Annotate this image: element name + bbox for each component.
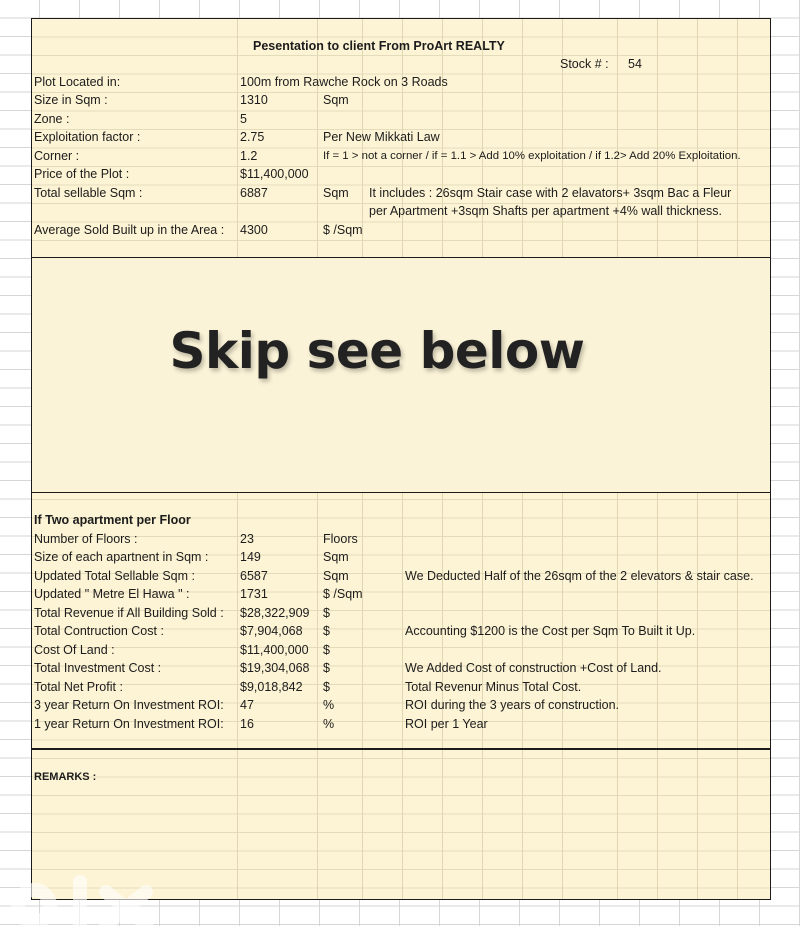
yellow-sheet (31, 18, 771, 900)
row-value: 16 (240, 717, 254, 731)
row-value: 6887 (240, 186, 268, 200)
row-unit: $ /Sqm (323, 223, 363, 237)
row-unit: Sqm (323, 93, 349, 107)
row-note: We Deducted Half of the 26sqm of the 2 elevators & stair case. (405, 569, 754, 583)
skip-message: Skip see below (169, 322, 585, 380)
row-unit: $ (323, 680, 330, 694)
row-value: 1.2 (240, 149, 258, 163)
row-unit: $ (323, 661, 330, 675)
row-label: Total Investment Cost : (34, 661, 162, 675)
row-label: Updated " Metre El Hawa " : (34, 587, 190, 601)
row-note: Accounting $1200 is the Cost per Sqm To Built it Up. (405, 624, 696, 638)
row-value: $28,322,909 (240, 606, 310, 620)
row-unit: Sqm (323, 550, 349, 564)
row-label: Number of Floors : (34, 532, 138, 546)
row-note: It includes : 26sqm Stair case with 2 elavators+ 3sqm Bac a Fleur (369, 186, 732, 200)
section-heading: If Two apartment per Floor (34, 513, 191, 527)
row-label: Average Sold Built up in the Area : (34, 223, 225, 237)
row-label: Total Revenue if All Building Sold : (34, 606, 224, 620)
section-divider (32, 748, 770, 750)
row-unit: Sqm (323, 569, 349, 583)
row-note: per Apartment +3sqm Shafts per apartment +4% wall thickness. (369, 204, 722, 218)
remarks-label: REMARKS : (34, 771, 97, 783)
row-label: Total sellable Sqm : (34, 186, 143, 200)
row-note: ROI during the 3 years of construction. (405, 698, 619, 712)
row-label: 1 year Return On Investment ROI: (34, 717, 224, 731)
stock-label: Stock # : (560, 57, 609, 71)
row-label: Price of the Plot : (34, 167, 130, 181)
row-value: $9,018,842 (240, 680, 303, 694)
row-label: Updated Total Sellable Sqm : (34, 569, 195, 583)
row-label: Cost Of Land : (34, 643, 115, 657)
row-label: Exploitation factor : (34, 130, 141, 144)
row-note: We Added Cost of construction +Cost of Land. (405, 661, 662, 675)
row-note: If = 1 > not a corner / if = 1.1 > Add 10% exploitation / if 1.2> Add 20% Exploitation. (323, 150, 741, 162)
row-value: 47 (240, 698, 254, 712)
row-value: 1731 (240, 587, 268, 601)
row-value: 4300 (240, 223, 268, 237)
row-unit: % (323, 717, 335, 731)
row-value: 100m from Rawche Rock on 3 Roads (240, 75, 448, 89)
row-label: Plot Located in: (34, 75, 121, 89)
row-unit: Floors (323, 532, 358, 546)
row-label: Size in Sqm : (34, 93, 108, 107)
row-unit: % (323, 698, 335, 712)
row-unit: $ (323, 606, 330, 620)
row-unit: $ /Sqm (323, 587, 363, 601)
presentation-title: Pesentation to client From ProArt REALTY (253, 39, 505, 53)
row-label: Corner : (34, 149, 80, 163)
skip-overlay (32, 257, 770, 493)
row-value: 5 (240, 112, 247, 126)
row-value: $7,904,068 (240, 624, 303, 638)
row-unit: Sqm (323, 186, 349, 200)
row-label: Zone : (34, 112, 70, 126)
row-unit: $ (323, 643, 330, 657)
row-value: $11,400,000 (240, 643, 309, 657)
row-label: 3 year Return On Investment ROI: (34, 698, 224, 712)
row-note: Total Revenur Minus Total Cost. (405, 680, 582, 694)
stock-value: 54 (628, 57, 642, 71)
row-label: Total Contruction Cost : (34, 624, 164, 638)
row-unit: Per New Mikkati Law (323, 130, 440, 144)
row-value: $19,304,068 (240, 661, 310, 675)
row-value: 1310 (240, 93, 268, 107)
row-label: Total Net Profit : (34, 680, 123, 694)
row-value: 23 (240, 532, 254, 546)
row-unit: $ (323, 624, 330, 638)
row-label: Size of each apartnent in Sqm : (34, 550, 209, 564)
row-value: 2.75 (240, 130, 265, 144)
olx-watermark-icon (6, 874, 166, 926)
row-value: 6587 (240, 569, 268, 583)
row-note: ROI per 1 Year (405, 717, 488, 731)
row-value: $11,400,000 (240, 167, 309, 181)
row-value: 149 (240, 550, 261, 564)
